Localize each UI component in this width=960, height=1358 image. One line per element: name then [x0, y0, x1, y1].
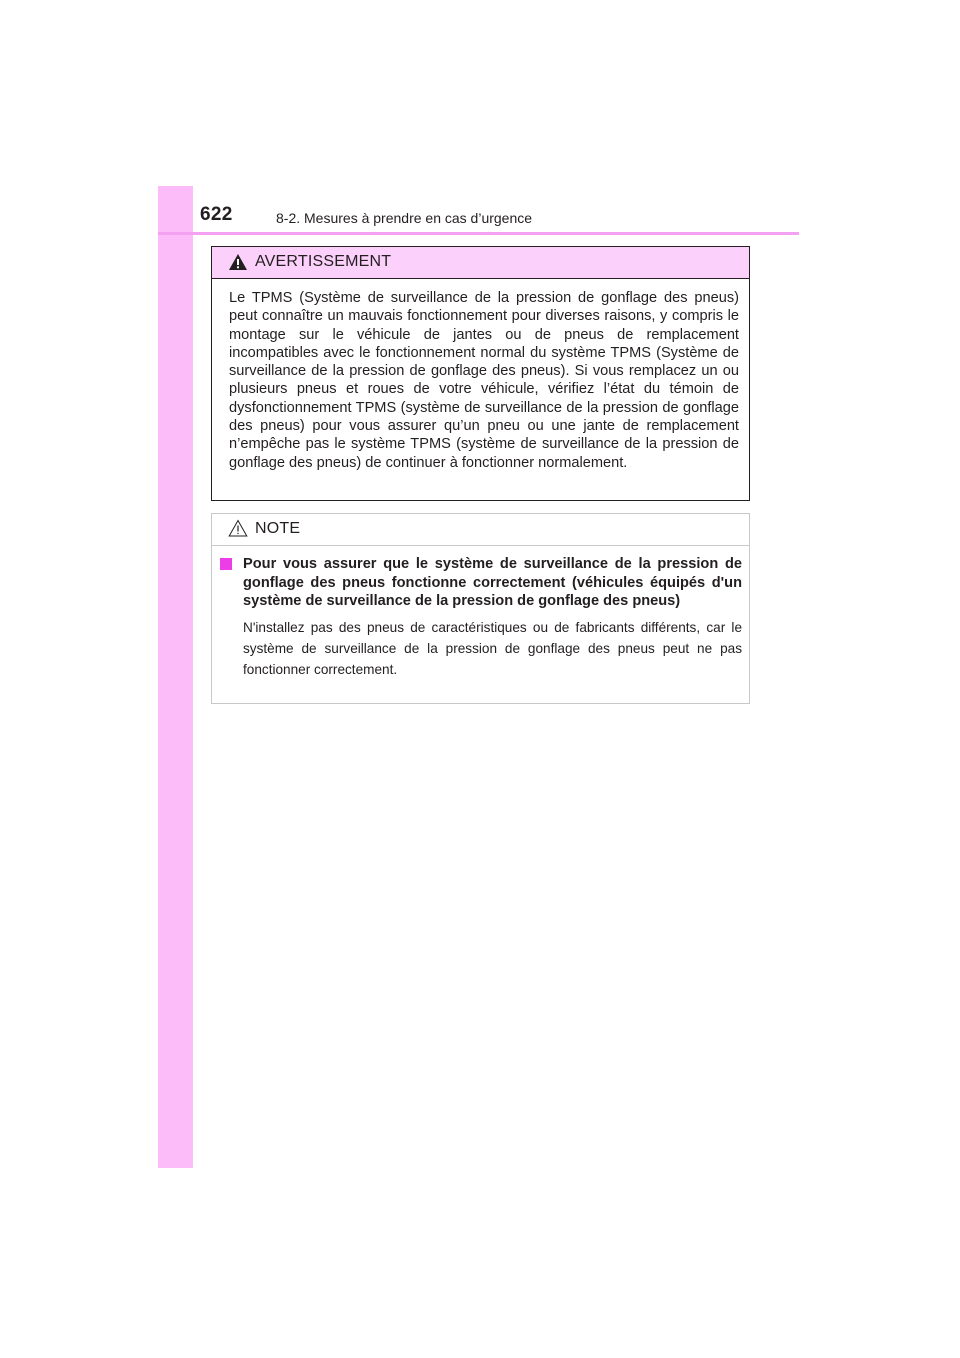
caution-triangle-outline-icon — [228, 519, 248, 537]
note-body-text: N'installez pas des pneus de caractéristiques ou de fabricants différents, car le système de surveillance de la pression de gonflage des pneus peut ne pas fonctionner correctement. — [243, 619, 742, 677]
header-rule — [158, 232, 799, 235]
square-bullet-icon — [220, 558, 232, 570]
warning-header — [212, 247, 749, 279]
warning-body-text: Le TPMS (Système de surveillance de la pression de gonflage des pneus) peut connaître un mauvais fonctionnement pour diverses raisons, y compris le montage sur le véhicule de jantes ou de pneus de remplacement incompatibles avec le fonctionnement normal du système TPMS (Système de surveillance de la pression de gonflage des pneus). Si vous remplacez un ou plusieurs pneus et roues de votre véhicule, vérifiez l’état du témoin de dysfonctionnement TPMS (système de surveillance de la pression de gonflage des pneus) pour vous assurer qu’un pneu ou une jante de remplacement n’empêche pas le système TPMS (système de surveillance de la pression de gonflage des pneus) de continuer à fonctionner normalement. — [229, 290, 739, 471]
warning-title: AVERTISSEMENT — [255, 253, 392, 270]
warning-triangle-icon — [228, 253, 248, 271]
note-title: NOTE — [255, 520, 301, 537]
section-title: 8-2. Mesures à prendre en cas d’urgence — [276, 210, 533, 226]
note-box — [211, 513, 750, 704]
note-heading — [216, 555, 742, 611]
note-header — [212, 514, 749, 546]
page-number: 622 — [200, 204, 233, 225]
warning-box — [211, 246, 750, 501]
side-tab-band — [158, 186, 193, 1168]
note-heading-text: Pour vous assurer que le système de surveillance de la pression de gonflage des pneus fonctionne correctement (véhicules équipés d'un système de surveillance de la pression de gonflage des pneus) — [243, 556, 742, 610]
